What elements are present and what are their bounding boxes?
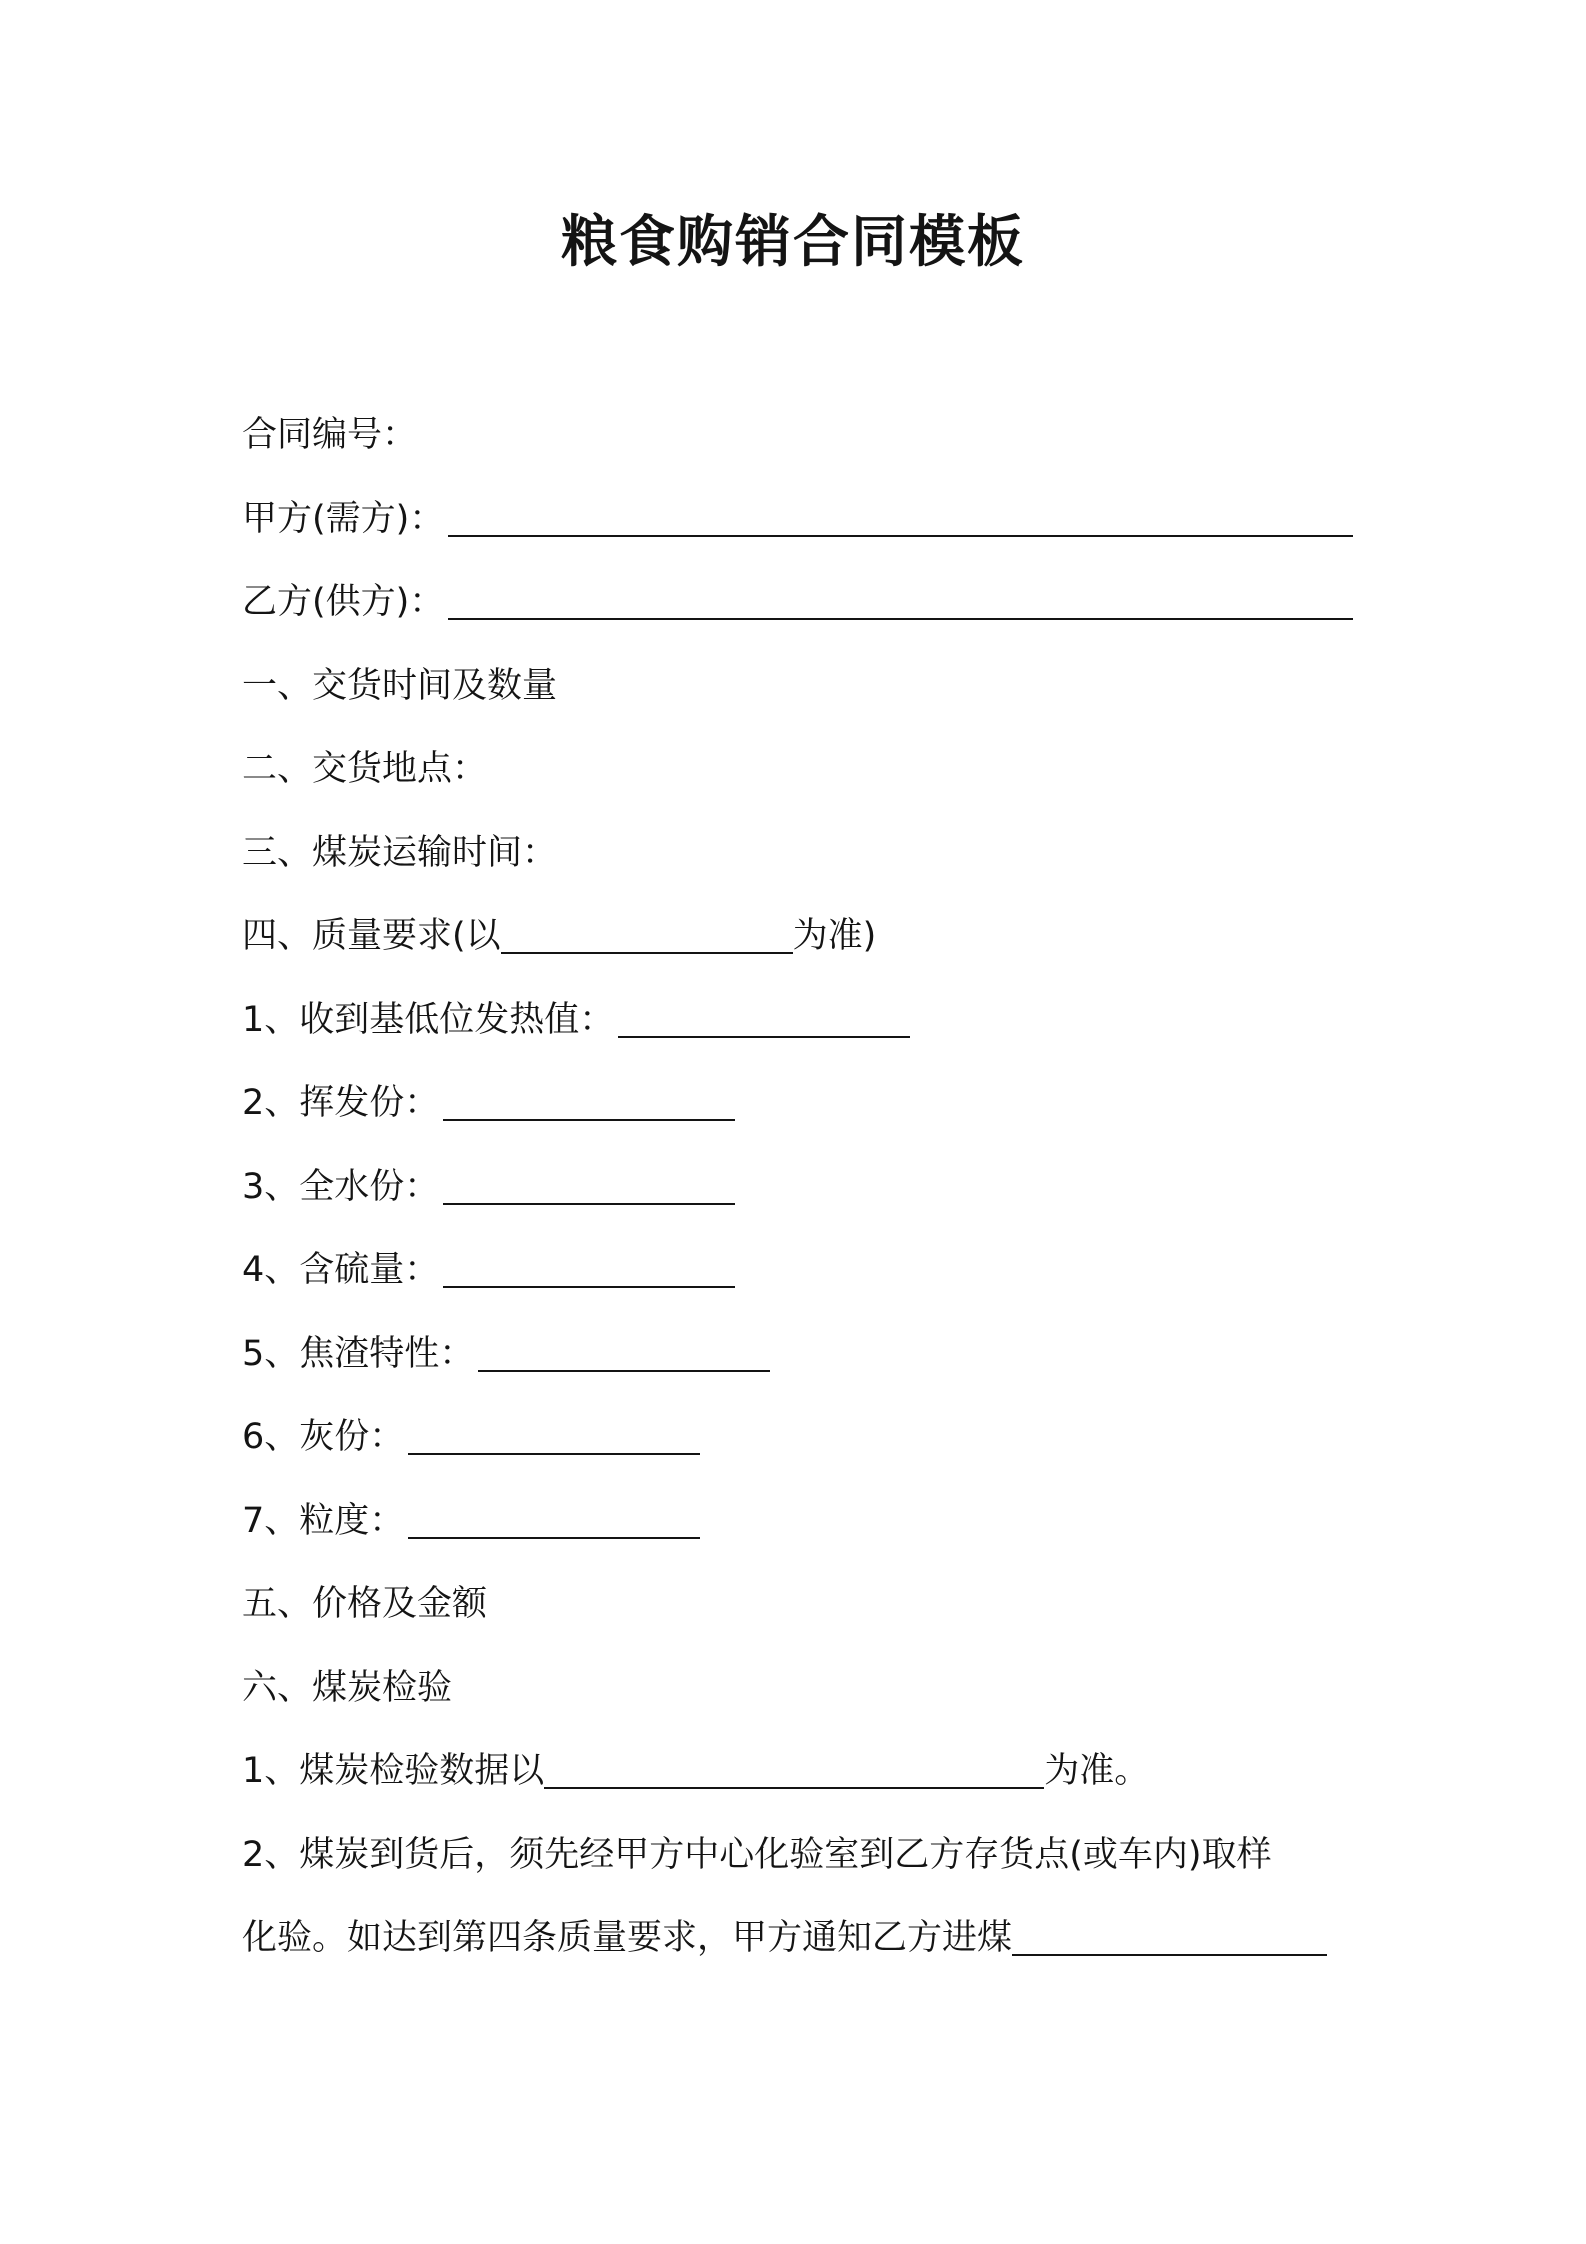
section-heading: 一、交货时间及数量 bbox=[242, 665, 558, 706]
inspection-paragraph-text: 化验。如达到第四条质量要求，甲方通知乙方进煤 bbox=[242, 1918, 1013, 1958]
quality-item-blank[interactable] bbox=[618, 990, 910, 1038]
section-price bbox=[242, 1574, 1362, 1658]
quality-standard-blank[interactable] bbox=[501, 906, 793, 954]
quality-item-blank[interactable] bbox=[443, 1240, 735, 1288]
quality-item-label: 2、挥发份： bbox=[242, 1083, 440, 1123]
quality-item bbox=[242, 1073, 1362, 1157]
section-transport-time bbox=[242, 823, 1362, 907]
quality-item-label: 6、灰份： bbox=[242, 1417, 405, 1457]
party-a-label: 甲方(需方)： bbox=[242, 498, 445, 539]
quality-item-label: 4、含硫量： bbox=[242, 1250, 440, 1290]
section-inspection bbox=[242, 1658, 1362, 1742]
section-delivery-place bbox=[242, 739, 1362, 823]
party-b-label: 乙方(供方)： bbox=[242, 582, 445, 622]
section-heading: 三、煤炭运输时间： bbox=[242, 832, 558, 873]
quality-item bbox=[242, 990, 1362, 1074]
contract-number-label: 合同编号： bbox=[242, 415, 418, 455]
document-body bbox=[242, 405, 1362, 1992]
party-b-line bbox=[242, 572, 1362, 656]
section-quality bbox=[242, 906, 1362, 990]
quality-item-blank[interactable] bbox=[408, 1491, 700, 1539]
quality-item-blank[interactable] bbox=[408, 1407, 700, 1455]
party-b-blank[interactable] bbox=[448, 572, 1353, 620]
section-heading-suffix: 为准) bbox=[792, 916, 877, 956]
inspection-paragraph-text: 2、煤炭到货后，须先经甲方中心化验室到乙方存货点(或车内)取样 bbox=[242, 1834, 1272, 1875]
inspection-item-prefix: 1、煤炭检验数据以 bbox=[242, 1751, 545, 1791]
quality-item bbox=[242, 1240, 1362, 1324]
section-heading-prefix: 四、质量要求(以 bbox=[242, 916, 501, 956]
inspection-item-suffix: 为准。 bbox=[1044, 1751, 1150, 1791]
inspection-data-blank[interactable] bbox=[544, 1741, 1044, 1789]
quality-item bbox=[242, 1157, 1362, 1241]
contract-number-line bbox=[242, 405, 1362, 489]
quality-item-blank[interactable] bbox=[478, 1324, 770, 1372]
quality-item-blank[interactable] bbox=[443, 1073, 735, 1121]
inspection-item-1 bbox=[242, 1741, 1362, 1825]
party-a-line bbox=[242, 489, 1362, 573]
party-a-blank[interactable] bbox=[448, 489, 1353, 537]
quality-item-label: 5、焦渣特性： bbox=[242, 1333, 475, 1374]
quality-item-blank[interactable] bbox=[443, 1157, 735, 1205]
quality-item bbox=[242, 1324, 1362, 1408]
inspection-item-2-line-1 bbox=[242, 1825, 1362, 1909]
quality-item-label: 1、收到基低位发热值： bbox=[242, 999, 615, 1040]
quality-item-label: 3、全水份： bbox=[242, 1166, 440, 1207]
section-heading: 六、煤炭检验 bbox=[242, 1667, 453, 1708]
quality-item-label: 7、粒度： bbox=[242, 1500, 405, 1541]
section-delivery-time bbox=[242, 656, 1362, 740]
inspection-item-2-line-2 bbox=[242, 1908, 1362, 1992]
section-heading: 五、价格及金额 bbox=[242, 1584, 488, 1624]
document-title: 粮食购销合同模板 bbox=[561, 210, 1025, 275]
section-heading: 二、交货地点： bbox=[242, 749, 488, 789]
inspection-end-blank[interactable] bbox=[1012, 1908, 1327, 1956]
quality-item bbox=[242, 1491, 1362, 1575]
quality-item bbox=[242, 1407, 1362, 1491]
